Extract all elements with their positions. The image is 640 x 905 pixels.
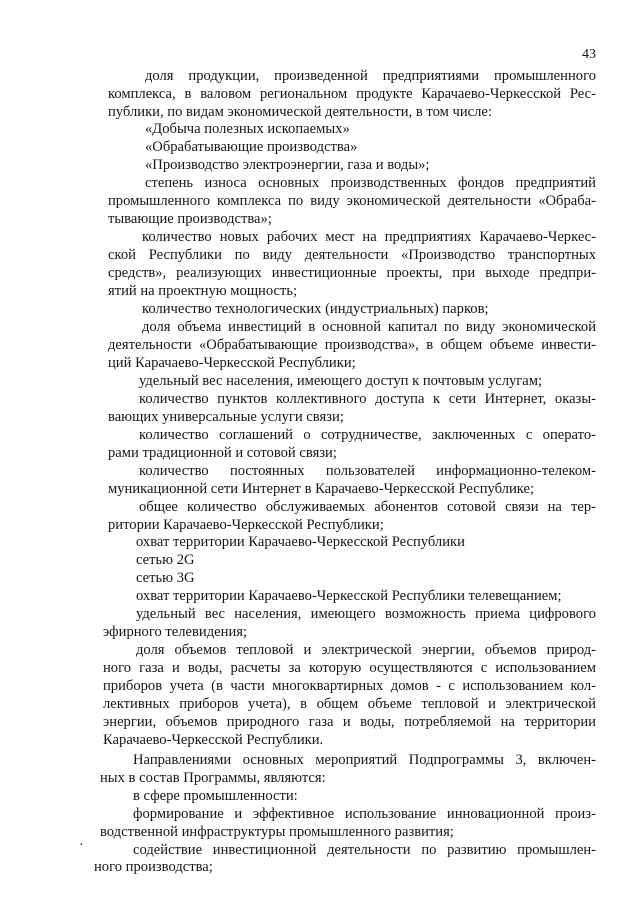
text-line: общее количество обслуживаемых абонентов сотовой связи на тер- xyxy=(139,499,596,515)
text-line: средств», реализующих инвестиционные проекты, при выходе предпри- xyxy=(108,265,596,281)
text-line: энергии, объемов природного газа и воды, потребляемой на территории xyxy=(103,714,596,730)
text-line: количество соглашений о сотрудничестве, заключенных с операто- xyxy=(139,427,596,443)
text-line: ятий на проектную мощность; xyxy=(108,283,298,299)
text-line: доля объема инвестиций в основной капитал по виду экономической xyxy=(142,319,596,335)
text-line: приборов учета (в части многоквартирных домов - с использованием кол- xyxy=(103,678,596,694)
text-line: степень износа основных производственных фондов предприятий xyxy=(145,175,596,191)
text-line: ской Республики по виду деятельности «Производство транспортных xyxy=(108,247,596,263)
text-line: публики, по видам экономической деятельности, в том числе: xyxy=(108,104,492,120)
text-line: количество новых рабочих мест на предприятиях Карачаево-Черкес- xyxy=(142,229,596,245)
text-line: «Добыча полезных ископаемых» xyxy=(145,121,350,137)
text-line: «Производство электроэнергии, газа и воды»; xyxy=(145,157,430,173)
text-line: доля продукции, произведенной предприятиями промышленного xyxy=(145,68,596,84)
text-line: тывающие производства»; xyxy=(108,211,272,227)
text-line: ций Карачаево-Черкесской Республики; xyxy=(108,355,356,371)
text-line: комплекса, в валовом региональном продукте Карачаево-Черкесской Рес- xyxy=(108,86,596,102)
margin-mark: · xyxy=(79,838,84,853)
text-line: «Обрабатывающие производства» xyxy=(145,139,358,155)
text-line: количество пунктов коллективного доступа к сети Интернет, оказы- xyxy=(139,391,596,407)
text-line: рами традиционной и сотовой связи; xyxy=(108,445,337,461)
text-line: удельный вес населения, имеющего возможность приема цифрового xyxy=(136,606,596,622)
text-line: содействие инвестиционной деятельности по развитию промышлен- xyxy=(133,842,596,858)
text-line: охват территории Карачаево-Черкесской Республики xyxy=(136,534,465,550)
text-line: в сфере промышленности: xyxy=(133,788,298,804)
text-line: охват территории Карачаево-Черкесской Республики телевещанием; xyxy=(136,588,562,604)
text-line: деятельности «Обрабатывающие производства», в общем объеме инвести- xyxy=(108,337,596,353)
text-line: муникационной сети Интернет в Карачаево-Черкесской Республике; xyxy=(108,481,535,497)
text-line: количество постоянных пользователей информационно-телеком- xyxy=(139,463,596,479)
page-number: 43 xyxy=(582,47,596,62)
text-line: промышленного комплекса по виду экономической деятельности «Обраба- xyxy=(108,193,596,209)
text-line: ритории Карачаево-Черкесской Республики; xyxy=(108,517,384,533)
text-line: сетью 3G xyxy=(136,570,195,586)
text-line: водственной инфраструктуры промышленного развития; xyxy=(100,824,454,840)
text-line: эфирного телевидения; xyxy=(103,624,248,640)
text-line: доля объемов тепловой и электрической энергии, объемов природ- xyxy=(136,642,596,658)
text-line: ного газа и воды, расчеты за которую осуществляются с использованием xyxy=(103,660,596,676)
text-line: Карачаево-Черкесской Республики. xyxy=(103,732,324,748)
text-line: лективных приборов учета), в общем объеме тепловой и электрической xyxy=(103,696,596,712)
text-line: удельный вес населения, имеющего доступ к почтовым услугам; xyxy=(139,373,543,389)
text-line: сетью 2G xyxy=(136,552,195,568)
text-line: Направлениями основных мероприятий Подпрограммы 3, включен- xyxy=(133,752,596,768)
text-line: ных в состав Программы, являются: xyxy=(100,770,326,786)
text-line: формирование и эффективное использование инновационной произ- xyxy=(133,806,596,822)
text-line: ного производства; xyxy=(94,859,213,875)
text-line: вающих универсальные услуги связи; xyxy=(108,409,344,425)
text-line: количество технологических (индустриальных) парков; xyxy=(142,301,489,317)
